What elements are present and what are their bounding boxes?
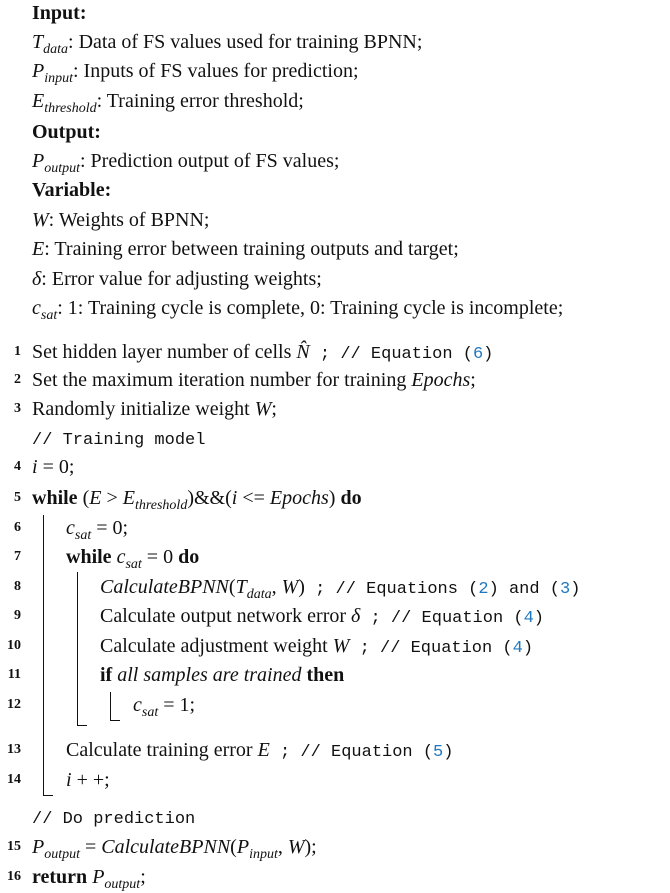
- equation-reference-link[interactable]: 5: [433, 743, 444, 762]
- input-ethreshold: [32, 88, 304, 114]
- text-segment: : Prediction output of FS values;: [80, 150, 340, 172]
- text-segment: sat: [141, 705, 159, 720]
- text-segment: E: [89, 487, 102, 509]
- algorithm-line-16: [32, 864, 146, 890]
- text-segment: ; // Equations (: [304, 580, 479, 599]
- text-segment: CalculateBPNN: [101, 836, 231, 858]
- text-segment: sat: [40, 308, 58, 323]
- text-segment: N̂: [296, 341, 310, 363]
- text-segment: );: [304, 836, 317, 858]
- equation-reference-link[interactable]: 3: [559, 580, 571, 599]
- equation-reference-link[interactable]: 6: [472, 345, 484, 364]
- algorithm-line-7: [66, 544, 199, 570]
- text-segment: // Training model: [32, 431, 206, 450]
- variable-heading: [32, 177, 111, 203]
- line-number: 15: [7, 839, 21, 854]
- text-segment: c: [133, 694, 142, 716]
- block-end-hook: [77, 725, 87, 726]
- text-segment: do: [178, 546, 200, 568]
- text-segment: )&&(: [187, 487, 232, 509]
- text-segment: ): [298, 576, 305, 598]
- text-segment: <=: [237, 487, 270, 509]
- text-segment: W: [332, 635, 350, 657]
- text-segment: return: [32, 866, 88, 888]
- text-segment: ,: [277, 836, 288, 858]
- text-segment: W: [287, 836, 305, 858]
- algorithm-line-3: [32, 396, 277, 422]
- line-number: 2: [14, 372, 21, 387]
- block-scope-line: [110, 692, 111, 721]
- text-segment: data: [246, 587, 272, 602]
- algorithm-comment: [32, 804, 195, 830]
- text-segment: : 1: Training cycle is complete, 0: Training cycle is incomplete;: [57, 297, 564, 319]
- line-number: 8: [14, 579, 21, 594]
- text-segment: i: [231, 487, 238, 509]
- algorithm-line-9: [100, 603, 544, 629]
- text-segment: ; // Equation (: [269, 743, 434, 762]
- text-segment: // Do prediction: [32, 810, 196, 829]
- variable-csat: [32, 295, 563, 321]
- text-segment: (: [228, 576, 236, 598]
- algorithm-line-5: [32, 485, 362, 511]
- output-poutput: [32, 148, 339, 174]
- block-end-hook: [43, 795, 53, 796]
- equation-reference-link[interactable]: 4: [523, 609, 534, 628]
- text-segment: threshold: [44, 101, 97, 116]
- text-segment: sat: [74, 528, 92, 543]
- text-segment: E: [257, 739, 270, 761]
- text-segment: threshold: [134, 498, 188, 513]
- text-segment: ; // Equation (: [349, 639, 513, 658]
- text-segment: output: [44, 161, 80, 176]
- line-number: 14: [7, 772, 21, 787]
- line-number: 9: [14, 608, 21, 623]
- text-segment: Calculate output network error: [100, 605, 352, 627]
- text-segment: Randomly initialize weight: [32, 398, 255, 420]
- text-segment: Set hidden layer number of cells: [32, 341, 297, 363]
- text-segment: : Weights of BPNN;: [48, 209, 210, 231]
- text-segment: Calculate adjustment weight: [100, 635, 333, 657]
- line-number: 5: [14, 490, 21, 505]
- text-segment: = 0;: [37, 456, 75, 478]
- text-segment: Epochs: [411, 369, 471, 391]
- text-segment: δ: [32, 268, 42, 290]
- text-segment: all samples are trained: [112, 664, 307, 686]
- line-number: 1: [14, 344, 21, 359]
- text-segment: Calculate training error: [66, 739, 258, 761]
- text-segment: ): [328, 487, 341, 509]
- text-segment: while: [32, 487, 78, 509]
- text-segment: = 0: [141, 546, 179, 568]
- text-segment: ;: [470, 369, 476, 391]
- text-segment: Set the maximum iteration number for training: [32, 369, 412, 391]
- equation-reference-link[interactable]: 2: [478, 580, 489, 599]
- algorithm-line-15: [32, 834, 317, 860]
- block-scope-line: [43, 515, 44, 796]
- algorithm-line-10: [100, 633, 533, 659]
- text-segment: c: [66, 517, 75, 539]
- algorithm-line-2: [32, 367, 476, 393]
- text-segment: CalculateBPNN: [100, 576, 229, 598]
- text-segment: ;: [271, 398, 277, 420]
- text-segment: Epochs: [269, 487, 329, 509]
- text-segment: input: [249, 847, 278, 862]
- algorithm-line-14: [66, 767, 110, 793]
- text-segment: (: [77, 487, 90, 509]
- algorithm-line-12: [133, 692, 195, 718]
- output-heading: [32, 119, 101, 145]
- text-segment: = 0;: [91, 517, 129, 539]
- text-segment: ,: [271, 576, 282, 598]
- text-segment: T: [32, 31, 44, 53]
- line-number: 16: [7, 869, 21, 884]
- text-segment: P: [236, 836, 250, 858]
- line-number: 13: [7, 742, 21, 757]
- text-segment: δ: [351, 605, 361, 627]
- block-end-hook: [110, 720, 120, 721]
- variable-w: [32, 207, 209, 233]
- algorithm-line-6: [66, 515, 128, 541]
- algorithm-line-11: [100, 662, 344, 688]
- block-scope-line: [77, 572, 78, 726]
- text-segment: output: [44, 847, 80, 862]
- text-segment: ; // Equation (: [309, 345, 473, 364]
- text-segment: ) and (: [488, 580, 560, 599]
- text-segment: do: [340, 487, 362, 509]
- text-segment: >: [101, 487, 123, 509]
- line-number: 10: [7, 638, 21, 653]
- text-segment: then: [306, 664, 345, 686]
- text-segment: c: [111, 546, 126, 568]
- text-segment: E: [32, 238, 45, 260]
- text-segment: P: [32, 150, 45, 172]
- text-segment: P: [32, 60, 45, 82]
- variable-delta: [32, 266, 322, 292]
- text-segment: (: [230, 836, 237, 858]
- text-segment: i: [66, 769, 72, 791]
- text-segment: : Training error between training outputs and target;: [44, 238, 459, 260]
- algorithm-line-1: [32, 339, 493, 365]
- line-number: 4: [14, 459, 21, 474]
- text-segment: ): [533, 609, 544, 628]
- text-segment: : Data of FS values used for training BPNN;: [68, 31, 423, 53]
- text-segment: output: [104, 877, 141, 892]
- variable-e: [32, 236, 459, 262]
- text-segment: ;: [140, 866, 146, 888]
- text-segment: Variable:: [32, 179, 112, 201]
- text-segment: sat: [125, 557, 142, 572]
- text-segment: ): [522, 639, 534, 658]
- text-segment: = 1;: [158, 694, 196, 716]
- algorithm-line-4: [32, 454, 74, 480]
- text-segment: =: [80, 836, 102, 858]
- line-number: 12: [7, 697, 21, 712]
- text-segment: c: [32, 297, 41, 319]
- text-segment: ; // Equation (: [360, 609, 524, 628]
- text-segment: W: [32, 209, 49, 231]
- input-tdata: [32, 29, 422, 55]
- algorithm-line-13: [66, 737, 453, 763]
- algorithm-line-8: [100, 574, 580, 600]
- text-segment: + +;: [71, 769, 110, 791]
- text-segment: W: [254, 398, 272, 420]
- algorithm-comment: [32, 425, 205, 451]
- text-segment: while: [66, 546, 112, 568]
- input-pinput: [32, 58, 359, 84]
- text-segment: i: [32, 456, 38, 478]
- text-segment: ): [443, 743, 454, 762]
- text-segment: input: [44, 71, 73, 86]
- text-segment: P: [87, 866, 105, 888]
- text-segment: Input:: [32, 2, 87, 24]
- text-segment: T: [235, 576, 247, 598]
- text-segment: : Inputs of FS values for prediction;: [73, 60, 359, 82]
- text-segment: W: [281, 576, 299, 598]
- text-segment: Output:: [32, 121, 101, 143]
- text-segment: : Training error threshold;: [96, 90, 304, 112]
- line-number: 11: [7, 667, 21, 682]
- text-segment: ): [483, 345, 494, 364]
- text-segment: : Error value for adjusting weights;: [41, 268, 322, 290]
- text-segment: data: [43, 42, 69, 57]
- line-number: 7: [14, 549, 21, 564]
- text-segment: E: [122, 487, 135, 509]
- text-segment: ): [570, 580, 581, 599]
- text-segment: P: [32, 836, 45, 858]
- input-heading: [32, 0, 86, 26]
- line-number: 3: [14, 401, 21, 416]
- line-number: 6: [14, 520, 21, 535]
- text-segment: E: [32, 90, 45, 112]
- equation-reference-link[interactable]: 4: [512, 639, 523, 658]
- text-segment: if: [100, 664, 113, 686]
